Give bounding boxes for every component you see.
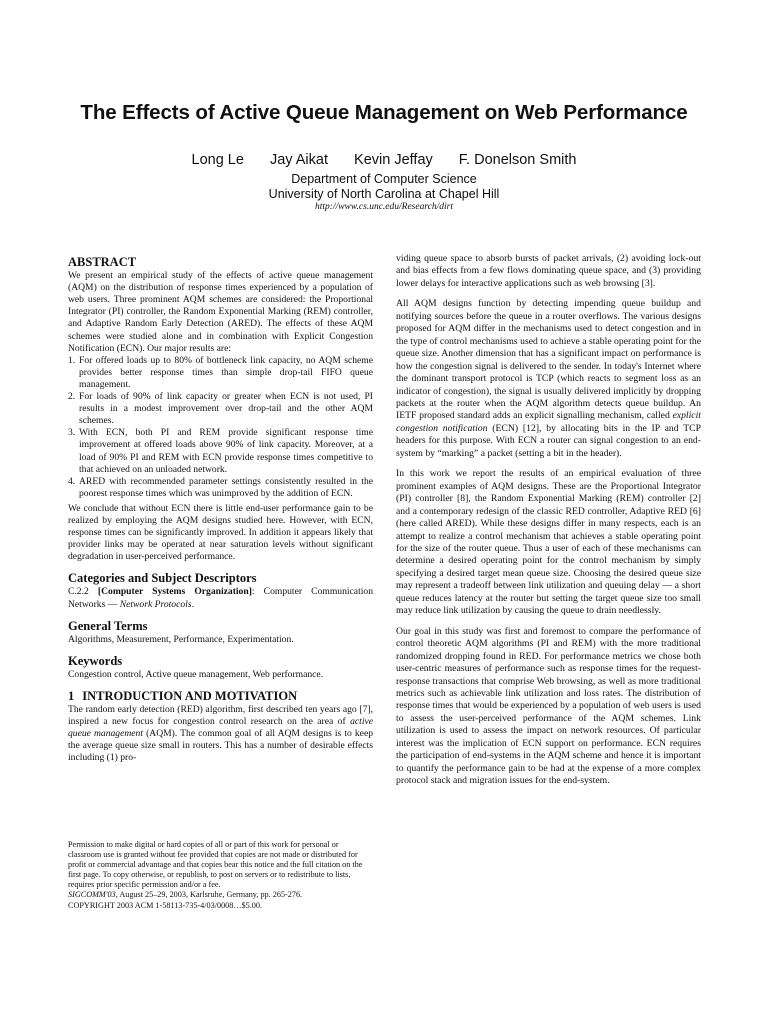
abstract-intro: We present an empirical study of the effects of active queue management (AQM) on the distribution of response times experienced by a population of web users. Three prominent AQM schemes are considered: the Proportional Integrator (PI) controller, the Random Exponential Marking (REM) controller, and Adaptive Random Early Detection (ARED). The effects of these AQM schemes were studied alone and in combination with Explicit Congestion Notification (ECN). Our major results are:: [68, 270, 373, 354]
left-column: [68, 256, 373, 772]
keywords-heading: Keywords: [68, 653, 123, 668]
list-item: 1. For offered loads up to 80% of bottleneck link capacity, no AQM scheme provides better response times than simple drop-tail FIFO queue management.: [68, 354, 373, 390]
abstract-heading: ABSTRACT: [68, 255, 137, 269]
author-name: F. Donelson Smith: [458, 152, 577, 168]
keywords-text: Congestion control, Active queue management, Web performance.: [68, 668, 324, 680]
abstract-conclusion: We conclude that without ECN there is little end-user performance gain to be realized by employing the AQM designs studied here. However, with ECN, response times can be significantly improved. In addition it appears likely that provider links may be operated at near saturation levels without significant degradation in user-perceived performance.: [68, 502, 373, 563]
author-name: Long Le: [191, 152, 244, 168]
project-url[interactable]: http://www.cs.unc.edu/Research/dirt: [315, 202, 453, 212]
paper-title: The Effects of Active Queue Management on Web Performance: [80, 101, 688, 124]
categories-heading: Categories and Subject Descriptors: [68, 571, 257, 586]
list-item: 2. For loads of 90% of link capacity or greater when ECN is not used, PI results in a modest improvement over drop-tail and the other AQM schemes.: [68, 391, 373, 427]
results-list: [68, 355, 373, 500]
body-paragraph: All AQM designs function by detecting impending queue buildup and notifying sources before the queue in a router overflows. The various designs proposed for AQM differ in the mechanisms used to detect congestion and in the type of control mechanisms used to achieve a stable operating point for the queue size. Another dimension that has a significant impact on performance is how the congestion signal is delivered to the sender. In today's Internet where the dominant transport protocol is TCP (which reacts to segment loss as an indicator of congestion), the signal is usually delivered implicitly by dropping packets at the router when the AQM algorithm detects queue buildup. An IETF proposed standard adds an explicit signalling mechanism, called explicit congestion notification (ECN) [12], by allocating bits in the IP and TCP headers for this purpose. With ECN a router can signal congestion to an end-system by “marking” a packet (setting a bit in the header).: [396, 298, 701, 459]
list-item: 3. With ECN, both PI and REM provide significant response time improvement at offered loads above 90% of link capacity. Moreover, at a load of 90% PI and REM with ECN provide response times competitive to that achieved on an unloaded network.: [68, 427, 373, 475]
university: University of North Carolina at Chapel Hill: [268, 187, 500, 201]
general-terms-text: Algorithms, Measurement, Performance, Experimentation.: [68, 633, 294, 645]
intro-paragraph: The random early detection (RED) algorithm, first described ten years ago [7], inspired a new focus for congestion control research on the area of active queue management (AQM). The common goal of all AQM designs is to keep the average queue size small in routers. This has a number of desirable effects including (1) pro-: [68, 704, 373, 764]
department: Department of Computer Science: [291, 172, 477, 186]
author-name: Kevin Jeffay: [354, 152, 433, 168]
general-terms-heading: General Terms: [68, 618, 148, 633]
author-name: Jay Aikat: [269, 152, 328, 168]
right-column: [396, 253, 701, 796]
body-paragraph: Our goal in this study was first and foremost to compare the performance of control theoretic AQM algorithms (PI and REM) with the more traditional randomized dropping found in RED. For performance metrics we chose both user-centric measures of performance such as response times for the request-response transactions that comprise Web browsing, as well as more traditional metrics such as achievable link utilization and loss rates. The distribution of response times that would be experienced by a population of web users is used to assess the user-perceived performance of the AQM schemes. Link utilization is used to assess the impact on network resources. Of particular interest was the implication of ECN support on performance. ECN requires the participation of end-systems in the AQM scheme and hence it is important to quantify the performance gain to be had at the expense of a more complex protocol stack and migration issues for the end-system.: [396, 625, 701, 787]
body-paragraph: viding queue space to absorb bursts of packet arrivals, (2) avoiding lock-out and bias effects from a few flows dominating queue space, and (3) providing lower delays for interactive applications such as web browsing [3].: [396, 253, 701, 289]
list-item: 4. ARED with recommended parameter settings consistently resulted in the poorest response times which was unimproved by the addition of ECN.: [68, 475, 373, 499]
categories-text: C.2.2 [Computer Systems Organization]: Computer Communication Networks — Network Protocols.: [68, 586, 373, 610]
section-heading: 1 INTRODUCTION AND MOTIVATION: [68, 689, 298, 703]
body-paragraph: In this work we report the results of an empirical evaluation of three prominent examples of AQM designs. These are the Proportional Integrator (PI) controller [8], the Random Exponential Marking (REM) controller [2] and a contemporary redesign of the classic RED controller, Adaptive RED [6] (here called ARED). While these designs differ in many respects, each is an attempt to realize a control mechanism that achieves a stable operating point for the size of the router queue. Thus a user of each of these mechanisms can determine a desired operating point for the control mechanism by simply specifying a desired target mean queue size. Choosing the desired queue size may represent a tradeoff between link utilization and queuing delay — a short queue reduces latency at the router but setting the target queue size too small may reduce link utilization by causing the queue to drain needlessly.: [396, 468, 701, 617]
permission-notice: Permission to make digital or hard copies of all or part of this work for personal or classroom use is granted without fee provided that copies are not made or distributed for profit or commercial advantage and that copies bear this notice and the full citation on the first page. To copy otherwise, or republish, to post on servers or to redistribute to lists, requires prior specific permission and/or a fee. SIGCOMM'03, August 25–29, 2003, Karlsruhe, Germany, pp. 265-276. COPYRIGHT 2003 ACM 1-58113-735-4/03/0008…$5.00.: [68, 840, 363, 910]
author-list: [0, 152, 768, 168]
